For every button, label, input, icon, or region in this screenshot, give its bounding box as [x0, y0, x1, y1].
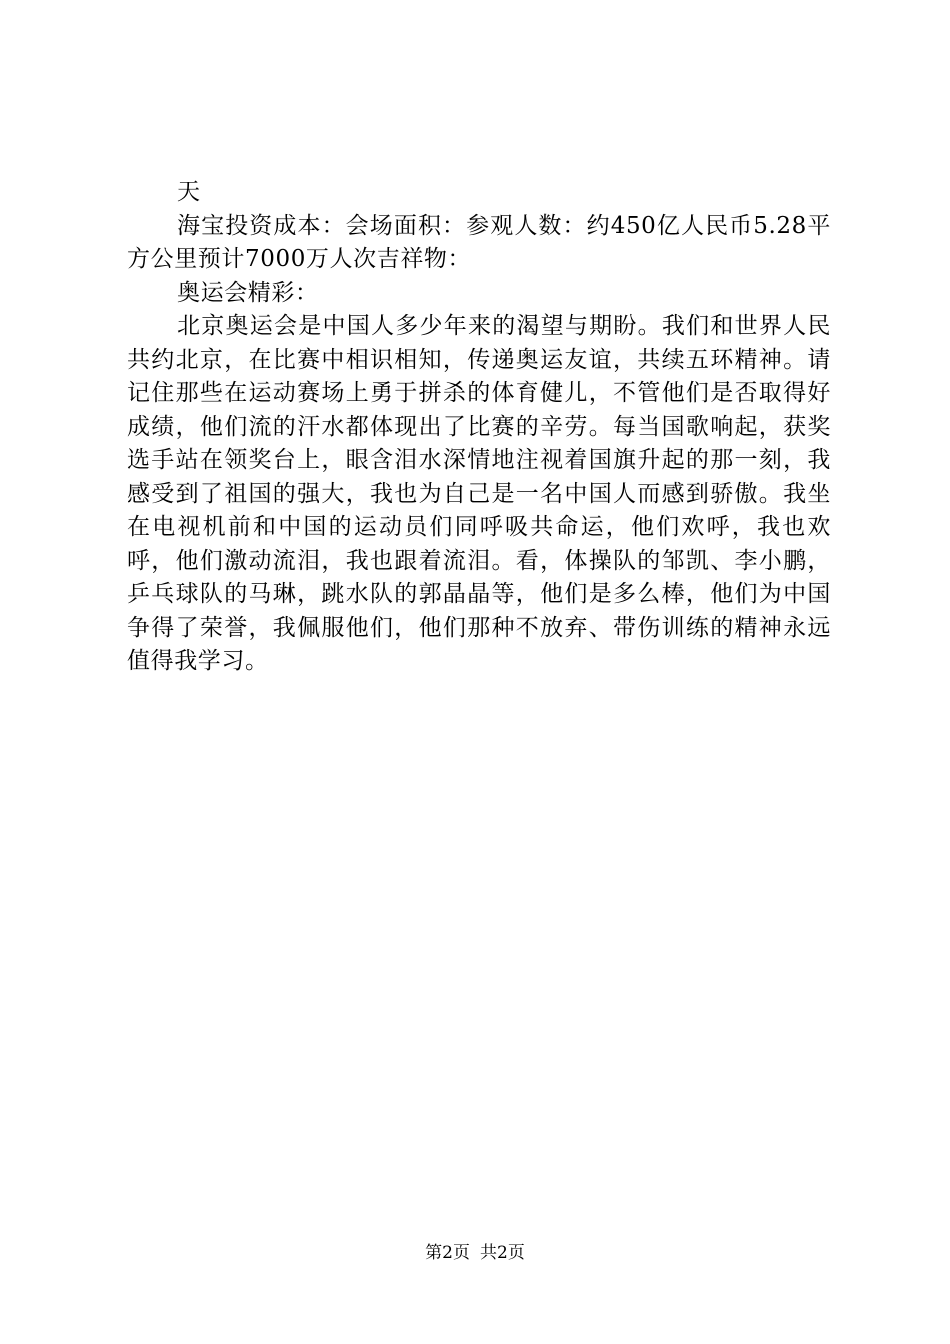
- page-footer: [0, 1243, 950, 1263]
- paragraph-3: 奥运会精彩：: [177, 279, 319, 306]
- document-body: [127, 176, 831, 679]
- paragraph-2: 海宝投资成本：会场面积：参观人数：约450亿人民币5.28平方公里预计7000万人次吉祥物：: [127, 212, 831, 272]
- paragraph-1: 天: [177, 179, 201, 205]
- paragraph-4: 北京奥运会是中国人多少年来的渴望与期盼。我们和世界人民共约北京，在比赛中相识相知，传递奥运友谊，共续五环精神。请记住那些在运动赛场上勇于拼杀的体育健儿，不管他们是否取得好成绩，他们流的汗水都体现出了比赛的辛劳。每当国歌响起，获奖选手站在领奖台上，眼含泪水深情地注视着国旗升起的那一刻，我感受到了祖国的强大，我也为自己是一名中国人而感到骄傲。我坐在电视机前和中国的运动员们同呼吸共命运，他们欢呼，我也欢呼，他们激动流泪，我也跟着流泪。看，体操队的邹凯、李小鹏，乒乓球队的马琳，跳水队的郭晶晶等，他们是多么棒，他们为中国争得了荣誉，我佩服他们，他们那种不放弃、带伤训练的精神永远值得我学习。: [127, 313, 831, 674]
- page-number: 第2页: [425, 1243, 470, 1263]
- page-total: 共2页: [480, 1243, 525, 1263]
